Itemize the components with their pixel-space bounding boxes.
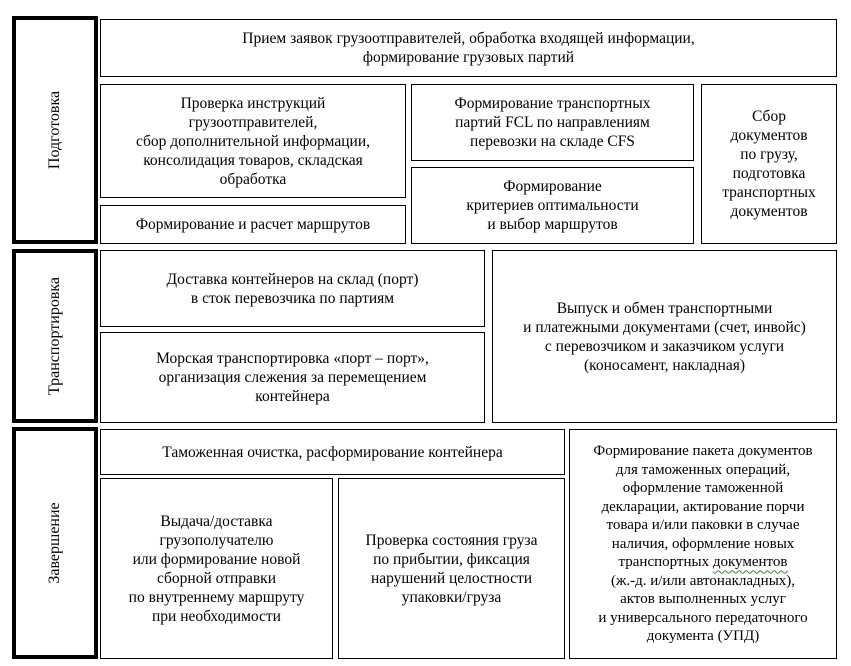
stage-transportation: [12, 249, 98, 423]
box-customs: Таможенная очистка, расформирование контейнера: [100, 429, 565, 475]
box-intake: Прием заявок грузоотправителей, обработка входящей информации, формирование грузовых партий: [100, 19, 837, 77]
box-criteria: Формирование критериев оптимальности и выбор маршрутов: [411, 167, 694, 244]
box-routes-calc: Формирование и расчет маршрутов: [100, 205, 406, 244]
package-text-mark: документов: [712, 554, 788, 571]
stage-preparation: [12, 16, 98, 244]
stage-label-completion: Завершение: [46, 502, 63, 584]
box-package: [569, 429, 837, 659]
stage-completion: [12, 427, 98, 659]
box-inspection: Проверка состояния груза по прибытии, фиксация нарушений целостности упаковки/груза: [338, 478, 565, 659]
box-issue: Выдача/доставка грузополучателю или формирование новой сборной отправки по внутреннему маршруту при необходимости: [100, 478, 333, 659]
stage-label-preparation: Подготовка: [46, 90, 63, 170]
box-package-text: [593, 442, 812, 646]
package-text-pre: Формирование пакета документов для таможенных операций, оформление таможенной декларации, актирование порчи товара и/или паковки в случае наличия, оформление новых транспортных: [593, 443, 813, 571]
box-delivery: Доставка контейнеров на склад (порт) в сток перевозчика по партиям: [100, 250, 485, 327]
package-text-post: (ж.-д. и/или автонакладных), актов выполненных услуг и универсального передаточного документа (УПД): [598, 572, 808, 645]
box-instructions: Проверка инструкций грузоотправителей, сбор дополнительной информации, консолидация товаров, складская обработка: [100, 84, 406, 198]
box-fcl: Формирование транспортных партий FCL по направлениям перевозки на складе CFS: [411, 84, 694, 161]
box-exchange: Выпуск и обмен транспортными и платежными документами (счет, инвойс) с перевозчиком и заказчиком услуги (коносамент, накладная): [492, 250, 837, 423]
box-documents: Сбор документов по грузу, подготовка транспортных документов: [701, 84, 837, 244]
box-sea: Морская транспортировка «порт – порт», организация слежения за перемещением контейнера: [100, 332, 485, 423]
stage-label-transportation: Транспортировка: [46, 276, 63, 396]
